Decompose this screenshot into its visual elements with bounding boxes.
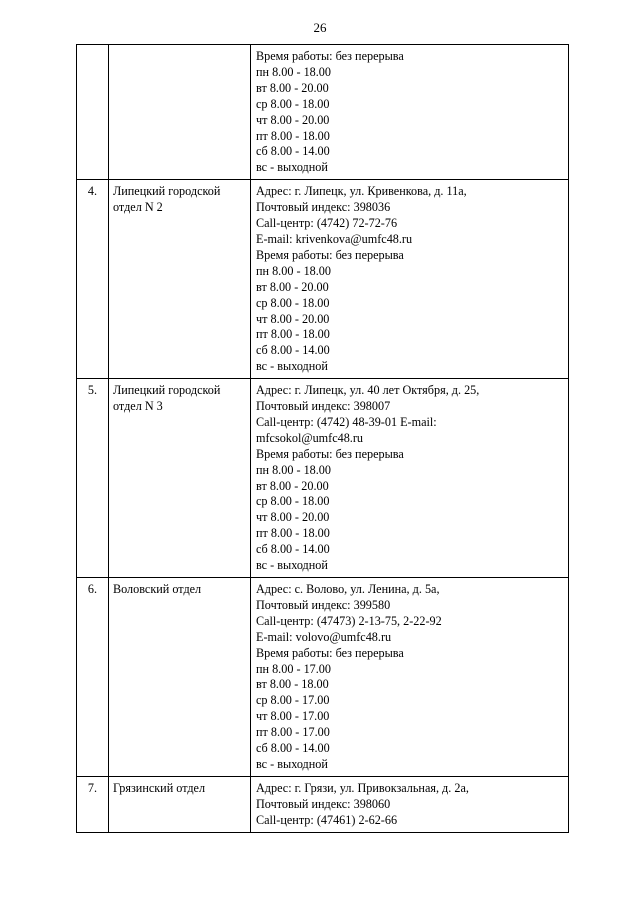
office-info: [251, 578, 569, 777]
email-line: E-mail: volovo@umfc48.ru: [256, 629, 392, 644]
info-line: Время работы: без перерыва: [256, 49, 404, 63]
row-number: 6.: [77, 578, 109, 777]
address-line: Адрес: г. Липецк, ул. 40 лет Октября, д. 25,: [256, 383, 480, 398]
row-number: 7.: [77, 776, 109, 832]
info-line: чт 8.00 - 17.00: [256, 709, 330, 724]
office-name: Липецкий городской отдел N 3: [113, 383, 221, 414]
table-row: [77, 776, 569, 832]
office-info: [251, 180, 569, 379]
office-name: Воловский отдел: [113, 582, 202, 596]
info-line: вт 8.00 - 20.00: [256, 279, 329, 294]
info-line: вс - выходной: [256, 756, 328, 771]
info-line: пт 8.00 - 18.00: [256, 327, 330, 342]
table-row: [77, 578, 569, 777]
info-line: пн 8.00 - 18.00: [256, 462, 331, 477]
info-line: сб 8.00 - 14.00: [256, 343, 330, 358]
office-name-cell: [109, 45, 251, 180]
offices-table: [76, 44, 569, 833]
info-line: ср 8.00 - 17.00: [256, 693, 330, 708]
office-name: Липецкий городской отдел N 2: [113, 184, 221, 215]
info-line: Время работы: без перерыва: [256, 247, 404, 262]
office-info: [251, 379, 569, 578]
email-line: E-mail: krivenkova@umfc48.ru: [256, 231, 413, 246]
info-line: пн 8.00 - 18.00: [256, 64, 331, 79]
info-line: сб 8.00 - 14.00: [256, 144, 330, 159]
info-line: Время работы: без перерыва: [256, 645, 404, 660]
info-line: чт 8.00 - 20.00: [256, 510, 330, 525]
info-line: вт 8.00 - 20.00: [256, 478, 329, 493]
table-row: [77, 45, 569, 180]
row-number: [77, 45, 109, 180]
office-info: [251, 776, 569, 832]
info-line: чт 8.00 - 20.00: [256, 112, 330, 127]
table-row: [77, 379, 569, 578]
address-line: Адрес: с. Волово, ул. Ленина, д. 5а,: [256, 582, 440, 596]
info-line: ср 8.00 - 18.00: [256, 494, 330, 509]
postal-code-line: Почтовый индекс: 398060: [256, 796, 391, 811]
row-number: 4.: [77, 180, 109, 379]
info-line: вт 8.00 - 20.00: [256, 80, 329, 95]
info-line: пт 8.00 - 18.00: [256, 526, 330, 541]
office-name-cell: [109, 776, 251, 832]
info-line: пн 8.00 - 17.00: [256, 661, 331, 676]
office-name: Грязинский отдел: [113, 780, 206, 795]
postal-code-line: Почтовый индекс: 398007: [256, 399, 391, 414]
info-line: вс - выходной: [256, 160, 328, 175]
call-center-line: Call-центр: (4742) 48-39-01 E-mail:: [256, 414, 437, 429]
info-line: сб 8.00 - 14.00: [256, 741, 330, 756]
info-line: пн 8.00 - 18.00: [256, 263, 331, 278]
info-line: вс - выходной: [256, 359, 328, 374]
info-line: чт 8.00 - 20.00: [256, 311, 330, 326]
call-center-line: Call-центр: (47461) 2-62-66: [256, 812, 398, 827]
page-number: 26: [313, 20, 327, 35]
info-line: ср 8.00 - 18.00: [256, 96, 330, 111]
info-line: ср 8.00 - 18.00: [256, 295, 330, 310]
address-line: Адрес: г. Липецк, ул. Кривенкова, д. 11а,: [256, 184, 467, 199]
office-name-cell: [109, 379, 251, 578]
office-info: [251, 45, 569, 180]
address-line: Адрес: г. Грязи, ул. Привокзальная, д. 2а,: [256, 780, 469, 795]
call-center-line: Call-центр: (47473) 2-13-75, 2-22-92: [256, 613, 442, 628]
postal-code-line: Почтовый индекс: 398036: [256, 200, 391, 215]
info-line: вс - выходной: [256, 558, 328, 573]
table-row: [77, 180, 569, 379]
info-line: пт 8.00 - 18.00: [256, 128, 330, 143]
office-name-cell: [109, 180, 251, 379]
email-line: mfcsokol@umfc48.ru: [256, 430, 364, 445]
info-line: сб 8.00 - 14.00: [256, 542, 330, 557]
postal-code-line: Почтовый индекс: 399580: [256, 597, 391, 612]
info-line: Время работы: без перерыва: [256, 446, 404, 461]
info-line: пт 8.00 - 17.00: [256, 725, 330, 740]
row-number: 5.: [77, 379, 109, 578]
office-name-cell: [109, 578, 251, 777]
call-center-line: Call-центр: (4742) 72-72-76: [256, 216, 398, 231]
info-line: вт 8.00 - 18.00: [256, 677, 329, 692]
